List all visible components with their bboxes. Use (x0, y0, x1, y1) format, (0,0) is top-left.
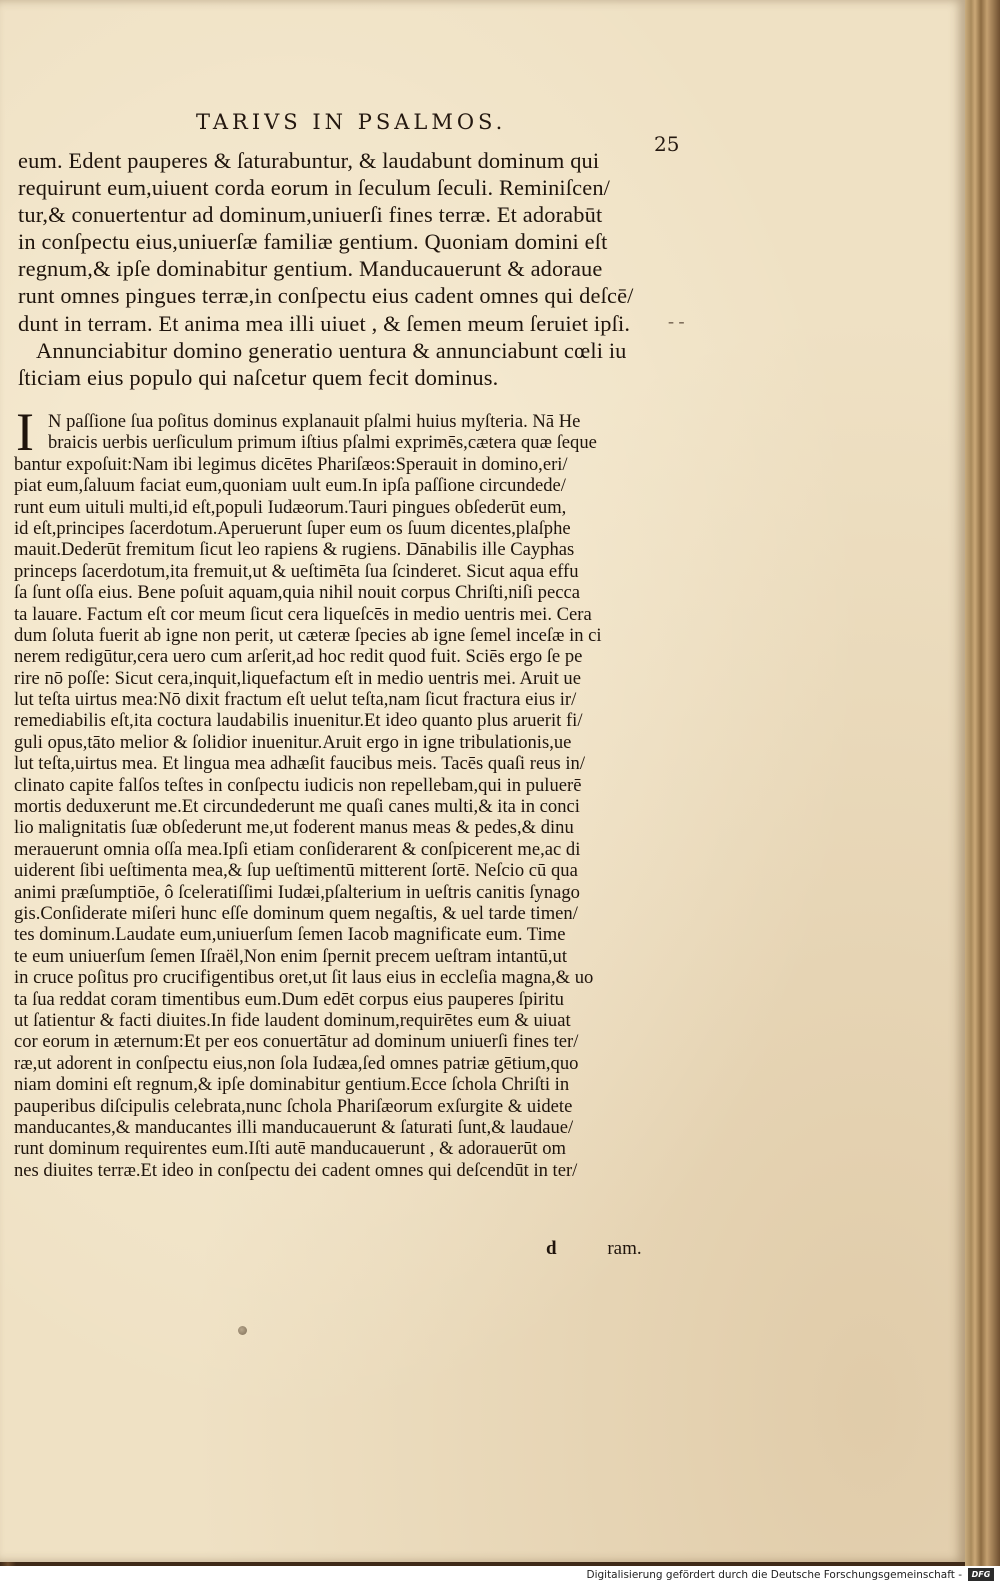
dfg-logo-icon: DFG (968, 1568, 994, 1581)
commentary-line: nes diuites terræ.Et ideo in conſpectu dei cadent omnes qui deſcendūt in ter/ (14, 1159, 578, 1181)
verse-line: ſticiam eius populo qui naſcetur quem fecit dominus. (18, 364, 499, 390)
commentary-line: dum ſoluta fuerit ab igne non perit, ut cæteræ ſpecies ab igne ſemel inceſæ in ci (14, 624, 602, 646)
commentary-line: gis.Conſiderate miſeri hunc eſſe dominum quem negaſtis, & uel tarde timen/ (14, 902, 578, 924)
drop-initial: I (16, 402, 34, 462)
commentary-line: animi præſumptiōe, ô ſceleratiſſimi Iudæi,pſalterium in ueſtris canitis ſynago (14, 881, 580, 903)
commentary-line: merauerunt omnia oſſa mea.Ipſi etiam conſiderarent & conſpicerent me,ac di (14, 838, 581, 860)
commentary-line: runt dominum requirentes eum.Iſti autē manducauerunt , & adorauerūt om (14, 1138, 566, 1160)
commentary-line: in cruce poſitus pro crucifigentibus oret,ut ſit laus eius in eccleſia magna,& uo (14, 967, 594, 989)
verse-line: Annunciabitur domino generatio uentura & annunciabunt cœli iu (36, 337, 627, 363)
verse-line: eum. Edent pauperes & ſaturabuntur, & laudabunt dominum qui (18, 148, 600, 173)
commentary-line: cor eorum in æternum:Et per eos conuertātur ad dominum uniuerſi fines ter/ (14, 1031, 579, 1053)
running-title: TARIVS IN PSALMOS. (196, 110, 507, 134)
commentary-line: lio malignitatis ſuæ obſederunt me,ut foderent manus meas & pedes,& dinu (14, 817, 574, 839)
marginal-mark: - - (668, 311, 685, 331)
commentary-line: rire nō poſſe: Sicut cera,inquit,liquefactum eſt in medio uentris mei. Aruit ue (14, 667, 581, 689)
commentary-line: manducantes,& manducantes illi manducauerunt & ſaturati ſunt,& laudaue/ (14, 1116, 574, 1138)
paper-blemish (238, 1326, 247, 1335)
commentary-line: ta ſua reddat coram timentibus eum.Dum edēt corpus eius pauperes ſpiritu (14, 988, 564, 1010)
commentary-line: niam domini eſt regnum,& ipſe dominabitur gentium.Ecce ſchola Chriſti in (14, 1074, 570, 1096)
commentary-line: mortis deduxerunt me.Et circundederunt me quaſi canes multi,& ita in conci (14, 796, 580, 818)
commentary-line: remediabilis eſt,ita coctura laudabilis inuenitur.Et ideo quanto plus aruerit fi/ (14, 710, 583, 732)
commentary-line: ſa ſunt oſſa eius. Bene poſuit aquam,quia nihil nouit corpus Chriſti,niſi pecca (14, 582, 580, 604)
signature-catchword-line (546, 1238, 642, 1260)
verse-line: requirunt eum,uiuent corda eorum in ſeculum ſeculi. Reminiſcen/ (18, 175, 611, 201)
funding-credit: Digitalisierung gefördert durch die Deutsche Forschungsgemeinschaft - (586, 1569, 962, 1581)
page-stack-edge (965, 0, 1000, 1566)
catchword: ram. (607, 1238, 642, 1259)
folio-number: 25 (654, 132, 680, 156)
commentary-line: braicis uerbis uerſiculum primum iſtius pſalmi exprimēs,cætera quæ ſeque (48, 432, 597, 454)
commentary-line: id eſt,principes ſacerdotum.Aperuerunt ſuper eum os ſuum dicentes,plaſphe (14, 517, 571, 539)
commentary-line: ta lauare. Factum eſt cor meum ſicut cera liqueſcēs in medio uentris mei. Cera (14, 603, 592, 625)
commentary-line: lut teſta,uirtus mea. Et lingua mea adhæſit faucibus meis. Tacēs quaſi reus in/ (14, 753, 586, 775)
commentary-line: princeps ſacerdotum,ita fremuit,ut & ueſtimēta ſua ſcinderet. Sicut aqua effu (14, 560, 579, 582)
verse-line: regnum,& ipſe dominabitur gentium. Manducauerunt & adoraue (18, 256, 603, 282)
commentary-line: clinato capite falſos teſtes in conſpectu iudicis non repellebam,qui in puluerē (14, 774, 582, 796)
commentary-line: nerem redigūtur,cera uero cum arſerit,ad hoc redit quod fuit. Sciēs ergo ſe pe (14, 646, 583, 668)
commentary-line: lut teſta uirtus mea:Nō dixit fractum eſt uelut teſta,nam ſicut fractura eius ir/ (14, 689, 577, 711)
verse-line: in conſpectu eius,uniuerſæ familiæ gentium. Quoniam domini eſt (18, 229, 608, 255)
signature-mark: d (546, 1238, 557, 1259)
verse-line: dunt in terram. Et anima mea illi uiuet , & ſemen meum ſeruiet ipſi. (18, 310, 631, 336)
commentary-line: pauperibus diſcipulis celebrata,nunc ſchola Phariſæorum exſurgite & uidete (14, 1095, 573, 1117)
commentary-line: mauit.Dederūt fremitum ſicut leo rapiens & rugiens. Dānabilis ille Cayphas (14, 539, 575, 561)
commentary-line: ræ,ut adorent in conſpectu eius,non ſola Iudæa,ſed omnes patriæ gētium,quo (14, 1052, 579, 1074)
verse-line: runt omnes pingues terræ,in conſpectu eius cadent omnes qui deſcē/ (18, 283, 634, 309)
commentary-line: tes dominum.Laudate eum,uniuerſum ſemen Iacob magnificate eum. Time (14, 924, 566, 946)
commentary-line: te eum uniuerſum ſemen Iſraël,Non enim ſpernit precem ueſtram intantū,ut (14, 945, 567, 967)
commentary-line: runt eum uituli multi,id eſt,populi Iudæorum.Tauri pingues obſederūt eum, (14, 496, 567, 518)
commentary-line: bantur expoſuit:Nam ibi legimus dicētes Phariſæos:Sperauit in domino,eri/ (14, 453, 568, 475)
commentary-line: uiderent ſibi ueſtimenta mea,& ſup ueſtimentū mitterent ſortē. Neſcio cū qua (14, 860, 578, 882)
psalm-verse-block (18, 147, 678, 391)
commentary-line: guli opus,tāto melior & ſolidior inuenitur.Aruit ergo in igne tribulationis,ue (14, 731, 572, 753)
commentary-line: N paſſione ſua poſitus dominus explanauit pſalmi huius myſteria. Nā He (48, 411, 581, 432)
commentary-line: piat eum,ſaluum faciat eum,quoniam uult eum.In ipſa paſſione circundede/ (14, 475, 566, 497)
commentary-block (14, 402, 674, 1181)
verse-line: tur,& conuertentur ad dominum,uniuerſi fines terræ. Et adorabūt (18, 202, 603, 228)
commentary-line: ut ſatientur & facti diuites.In fide laudent dominum,requirētes eum & uiuat (14, 1009, 571, 1031)
